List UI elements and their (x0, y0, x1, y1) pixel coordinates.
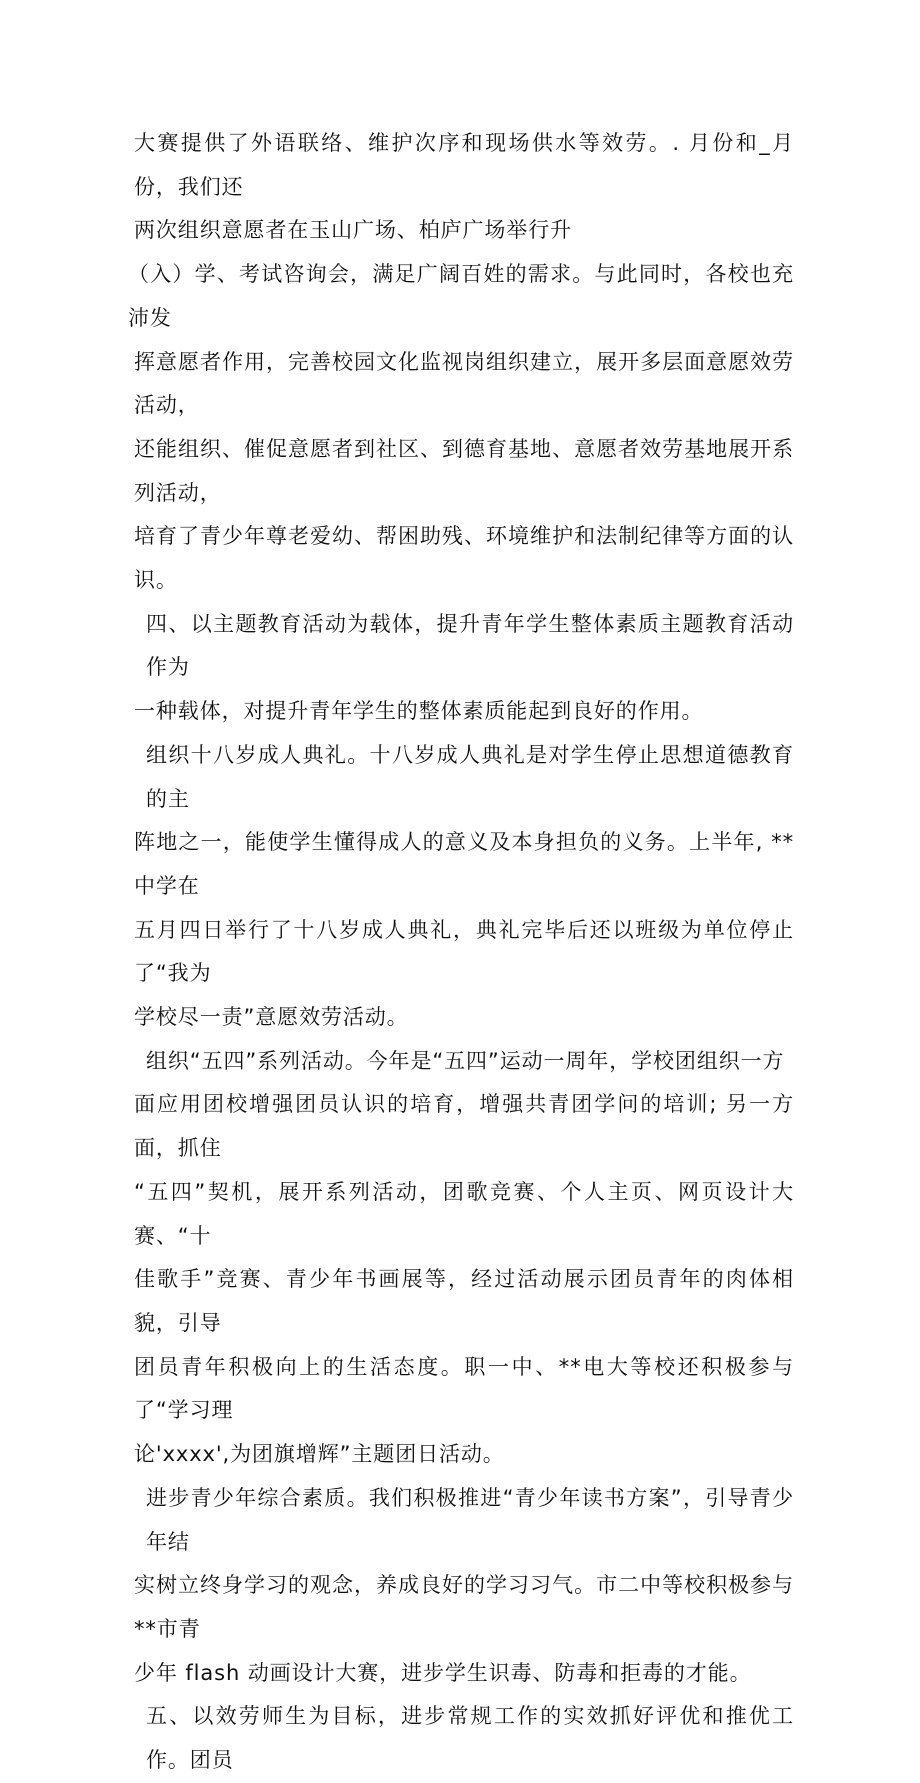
text-line: 挥意愿者作用，完善校园文化监视岗组织建立，展开多层面意愿效劳活动， (134, 349, 794, 418)
text-line: 少年 flash 动画设计大赛，进步学生识毒、防毒和拒毒的才能。 (134, 1660, 752, 1685)
text-line: 进步青少年综合素质。我们积极推进“青少年读书方案”，引导青少年结 (146, 1485, 794, 1554)
text-line: 组织“五四”系列活动。今年是“五四”运动一周年，学校团组织一方 (146, 1048, 785, 1073)
text-line: 四、以主题教育活动为载体，提升青年学生整体素质主题教育活动作为 (146, 611, 794, 680)
text-line: （入）学、考试咨询会，满足广阔百姓的需求。与此同时，各校也充沛发 (128, 262, 794, 330)
text-line: 阵地之一，能使学生懂得成人的意义及本身担负的义务。上半年, **中学在 (134, 830, 794, 898)
paragraph-comprehensive-quality (134, 1477, 794, 1696)
text-line: 团员青年积极向上的生活态度。职一中、**电大等校还积极参与了“学习理 (134, 1354, 794, 1423)
text-line: 一种载体，对提升青年学生的整体素质能起到良好的作用。 (134, 699, 704, 724)
text-line: 两次组织意愿者在玉山广场、柏庐广场举行升 (134, 218, 572, 243)
text-line: 论'xxxx',为团旗增辉”主题团日活动。 (134, 1442, 505, 1467)
text-line: 面应用团校增强团员认识的培育，增强共青团学问的培训; 另一方面，抓住 (134, 1092, 794, 1161)
paragraph-volunteer-service (128, 122, 794, 603)
text-line: 实树立终身学习的观念，养成良好的学习习气。市二中等校积极参与**市青 (134, 1573, 794, 1641)
document-body (128, 122, 794, 1783)
paragraph-may-fourth (134, 1040, 794, 1477)
text-line: 组织十八岁成人典礼。十八岁成人典礼是对学生停止思想道德教育的主 (146, 742, 794, 811)
text-line: 培育了青少年尊老爱幼、帮困助残、环境维护和法制纪律等方面的认识。 (134, 524, 794, 593)
text-line: “五四”契机，展开系列活动，团歌竞赛、个人主页、网页设计大赛、“十 (134, 1179, 794, 1248)
text-line: 大赛提供了外语联络、维护次序和现场供水等效劳。. 月份和_月份，我们还 (134, 131, 794, 199)
paragraph-coming-of-age (134, 734, 794, 1040)
text-line: 学校尽一责”意愿效劳活动。 (134, 1005, 409, 1030)
paragraph-section-four (134, 603, 794, 734)
paragraph-section-five (134, 1695, 794, 1782)
text-line: 佳歌手”竞赛、青少年书画展等，经过活动展示团员青年的肉体相貌，引导 (134, 1267, 794, 1335)
text-line: 五月四日举行了十八岁成人典礼，典礼完毕后还以班级为单位停止了“我为 (134, 917, 794, 986)
text-line: 还能组织、催促意愿者到社区、到德育基地、意愿者效劳基地展开系列活动， (134, 436, 794, 505)
text-line: 五、以效劳师生为目标，进步常规工作的实效抓好评优和推优工作。团员 (146, 1704, 794, 1773)
